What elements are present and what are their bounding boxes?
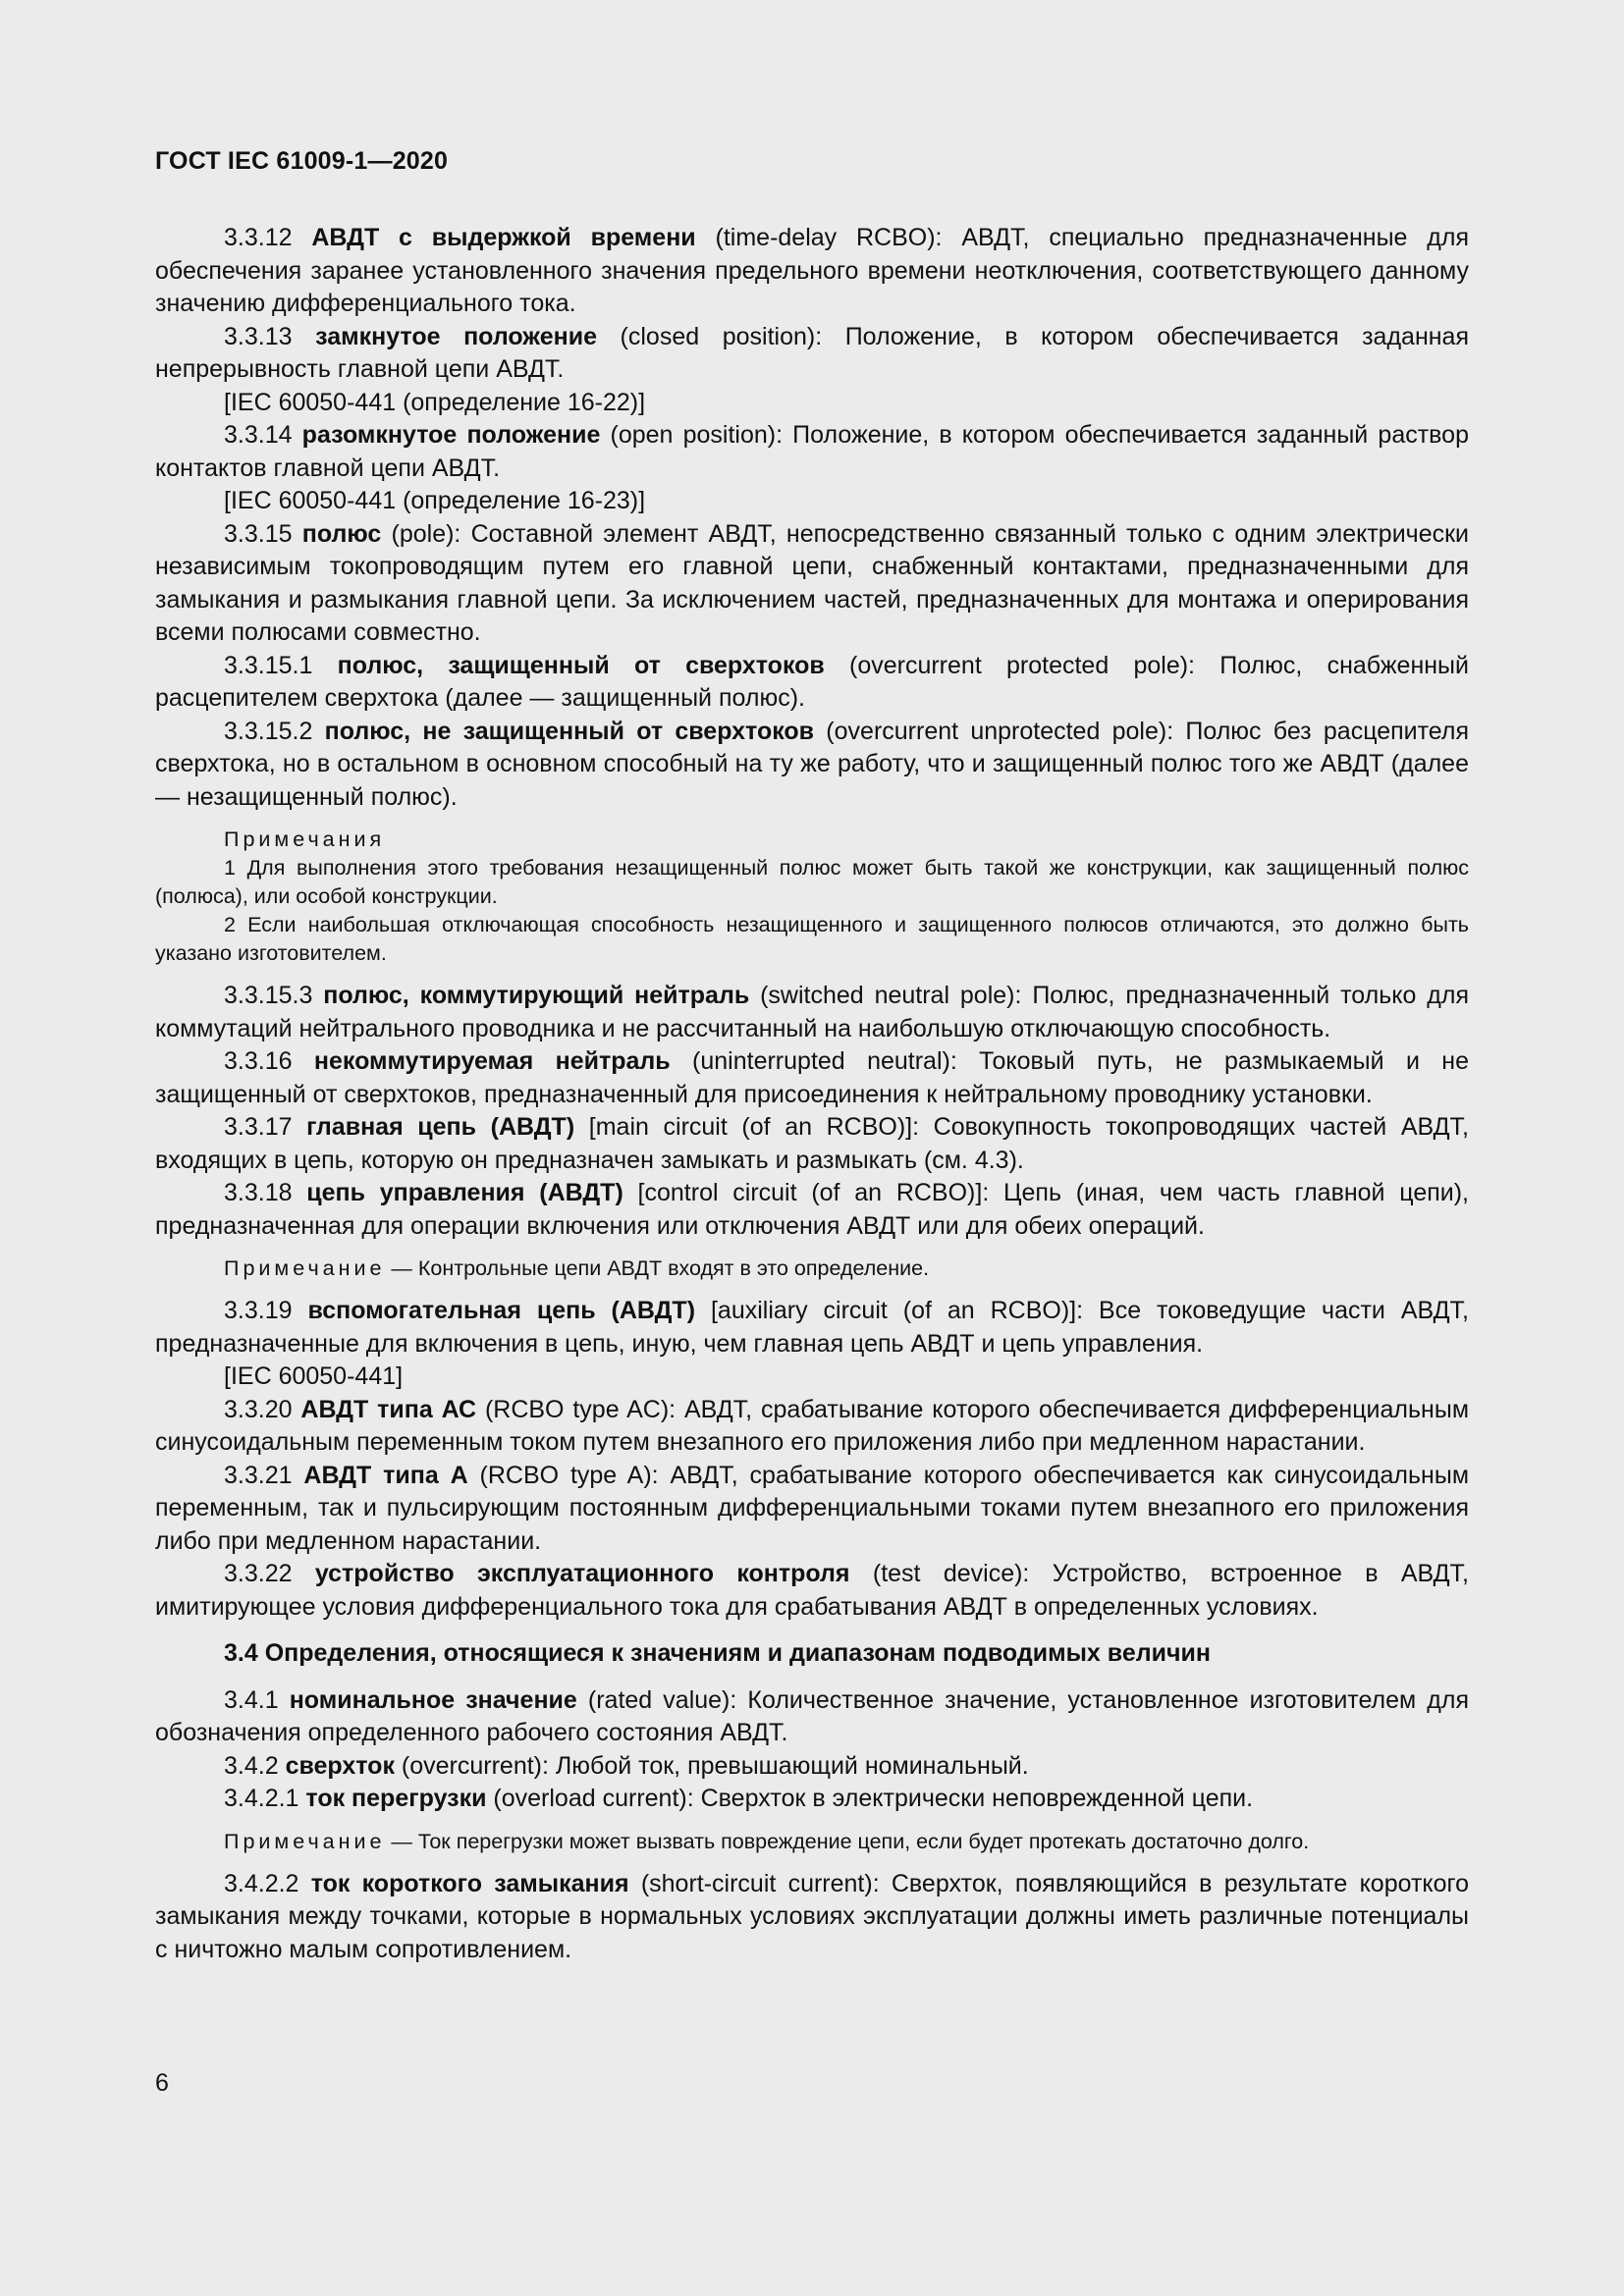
reference: [IEC 60050-441 (определение 16-23)] <box>224 487 646 514</box>
document-header: ГОСТ IEC 61009-1—2020 <box>155 147 449 175</box>
term: вспомогательная цепь (АВДТ) <box>307 1297 696 1324</box>
definition-3-3-22: 3.3.22 устройство эксплуатационного контроля (test device): Устройство, встроенное в АВДТ, имитирующее условия дифференциального тока для срабатывания АВДТ в определенных условиях. <box>155 1560 1469 1621</box>
term: некоммутируемая нейтраль <box>313 1047 671 1075</box>
term: цепь управления (АВДТ) <box>306 1179 623 1206</box>
term: главная цепь (АВДТ) <box>306 1113 575 1141</box>
notes-title: Примечания <box>224 828 386 851</box>
note <box>155 1255 1469 1283</box>
term: устройство эксплуатационного контроля <box>314 1560 850 1587</box>
term: разомкнутое положение <box>301 421 601 449</box>
note-text: — Ток перегрузки может вызвать повреждение цепи, если будет протекать достаточно долго. <box>385 1829 1310 1853</box>
notes-block <box>155 826 1469 968</box>
definition-3-4-1: 3.4.1 номинальное значение (rated value): Количественное значение, установленное изготовителем для обозначения определенного рабочего состояния АВДТ. <box>155 1685 1469 1746</box>
definition-3-4-2-1: 3.4.2.1 ток перегрузки (overload current): Сверхток в электрически неповрежденной цепи. <box>224 1785 1254 1812</box>
term: полюс, защищенный от сверхтоков <box>337 651 825 679</box>
definition-3-4-2: 3.4.2 сверхток (overcurrent): Любой ток, превышающий номинальный. <box>224 1751 1029 1780</box>
definition-3-3-15-3: 3.3.15.3 полюс, коммутирующий нейтраль (switched neutral pole): Полюс, предназначенный только для коммутаций нейтрального проводника и не рассчитанный на наибольшую отключающую способность. <box>155 982 1469 1042</box>
definition-3-3-15-1: 3.3.15.1 полюс, защищенный от сверхтоков (overcurrent protected pole): Полюс, снабженный расцепителем сверхтока (далее — защищенный полюс). <box>155 651 1469 712</box>
term: номинальное значение <box>289 1685 577 1714</box>
page-number: 6 <box>155 2069 169 2097</box>
definition-3-3-16: 3.3.16 некоммутируемая нейтраль (uninterrupted neutral): Токовый путь, не размыкаемый и не защищенный от сверхтоков, предназначенный для присоединения к нейтральному проводнику установки. <box>155 1047 1469 1108</box>
definition-3-3-17: 3.3.17 главная цепь (АВДТ) [main circuit (of an RCBO)]: Совокупность токопроводящих частей АВДТ, входящих в цепь, которую он предназначен замыкать и размыкать (см. 4.3). <box>155 1113 1470 1174</box>
term: АВДТ типа АС <box>300 1395 477 1423</box>
term: полюс <box>301 519 382 548</box>
note-label: Примечание <box>224 1829 386 1853</box>
note-label: Примечание <box>224 1256 386 1280</box>
term: полюс, коммутирующий нейтраль <box>323 982 750 1009</box>
note-item: 2 Если наибольшая отключающая способность незащищенного и защищенного полюсов отличаются, это должно быть указано изготовителем. <box>155 913 1469 965</box>
definition-3-3-21: 3.3.21 АВДТ типа А (RCBO type A): АВДТ, срабатывание которого обеспечивается как синусоидальным переменным, так и пульсирующим постоянным дифференциальными токами путем внезапного его приложения либо при медленном нарастании. <box>155 1461 1470 1555</box>
reference: [IEC 60050-441 (определение 16-22)] <box>224 388 646 416</box>
term: ток перегрузки <box>305 1785 487 1812</box>
definition-3-4-2-2: 3.4.2.2 ток короткого замыкания (short-circuit current): Сверхток, появляющийся в результате короткого замыкания между точками, которые в нормальных условиях эксплуатации должны иметь различные потенциалы с ничтожно малым сопротивлением. <box>155 1869 1469 1963</box>
term: АВДТ с выдержкой времени <box>311 224 696 251</box>
section-heading-3-4: 3.4 Определения, относящиеся к значениям и диапазонам подводимых величин <box>224 1639 1211 1667</box>
note <box>155 1828 1469 1856</box>
definition-3-3-19: 3.3.19 вспомогательная цепь (АВДТ) [auxiliary circuit (of an RCBO)]: Все токоведущие части АВДТ, предназначенные для включения в цепь, иную, чем главная цепь АВДТ и цепь управления. <box>155 1297 1470 1358</box>
definition-3-3-12: 3.3.12 АВДТ с выдержкой времени (time-delay RCBO): АВДТ, специально предназначенные для обеспечения заранее установленного значения предельного времени неотключения, соответствующего данному значению дифференциального тока. <box>155 224 1470 317</box>
note-item: 1 Для выполнения этого требования незащищенный полюс может быть такой же конструкции, как защищенный полюс (полюса), или особой конструкции. <box>155 856 1469 908</box>
definition-3-3-15-2: 3.3.15.2 полюс, не защищенный от сверхтоков (overcurrent unprotected pole): Полюс без расцепителя сверхтока, но в остальном в основном способный на ту же работу, что и защищенный полюс того же АВДТ (далее — незащищенный полюс). <box>155 717 1469 811</box>
definition-3-3-15: 3.3.15 полюс (pole): Составной элемент АВДТ, непосредственно связанный только с одним электрически независимым токопроводящим путем его главной цепи, снабженный контактами, предназначенными для замыкания и размыкания главной цепи. За исключением частей, предназначенных для монтажа и оперирования всеми полюсами совместно. <box>155 519 1469 646</box>
term: замкнутое положение <box>315 322 597 350</box>
definition-3-3-14: 3.3.14 разомкнутое положение (open position): Положение, в котором обеспечивается заданный раствор контактов главной цепи АВДТ. <box>155 421 1469 482</box>
term: полюс, не защищенный от сверхтоков <box>324 717 815 745</box>
definition-3-3-20: 3.3.20 АВДТ типа АС (RCBO type AC): АВДТ, срабатывание которого обеспечивается дифференциальным синусоидальным переменным током путем внезапного его приложения либо при медленном нарастании. <box>155 1395 1470 1456</box>
definition-3-3-18: 3.3.18 цепь управления (АВДТ) [control circuit (of an RCBO)]: Цепь (иная, чем часть главной цепи), предназначенная для операции включения или отключения АВДТ или для обеих операций. <box>155 1179 1469 1240</box>
definition-3-3-13: 3.3.13 замкнутое положение (closed position): Положение, в котором обеспечивается заданная непрерывность главной цепи АВДТ. <box>155 322 1470 383</box>
note-text: — Контрольные цепи АВДТ входят в это определение. <box>385 1256 930 1280</box>
term: сверхток <box>285 1751 395 1780</box>
term: ток короткого замыкания <box>310 1869 629 1897</box>
term: АВДТ типа А <box>303 1461 468 1489</box>
reference: [IEC 60050-441] <box>224 1362 404 1390</box>
document-body <box>155 222 1469 1966</box>
